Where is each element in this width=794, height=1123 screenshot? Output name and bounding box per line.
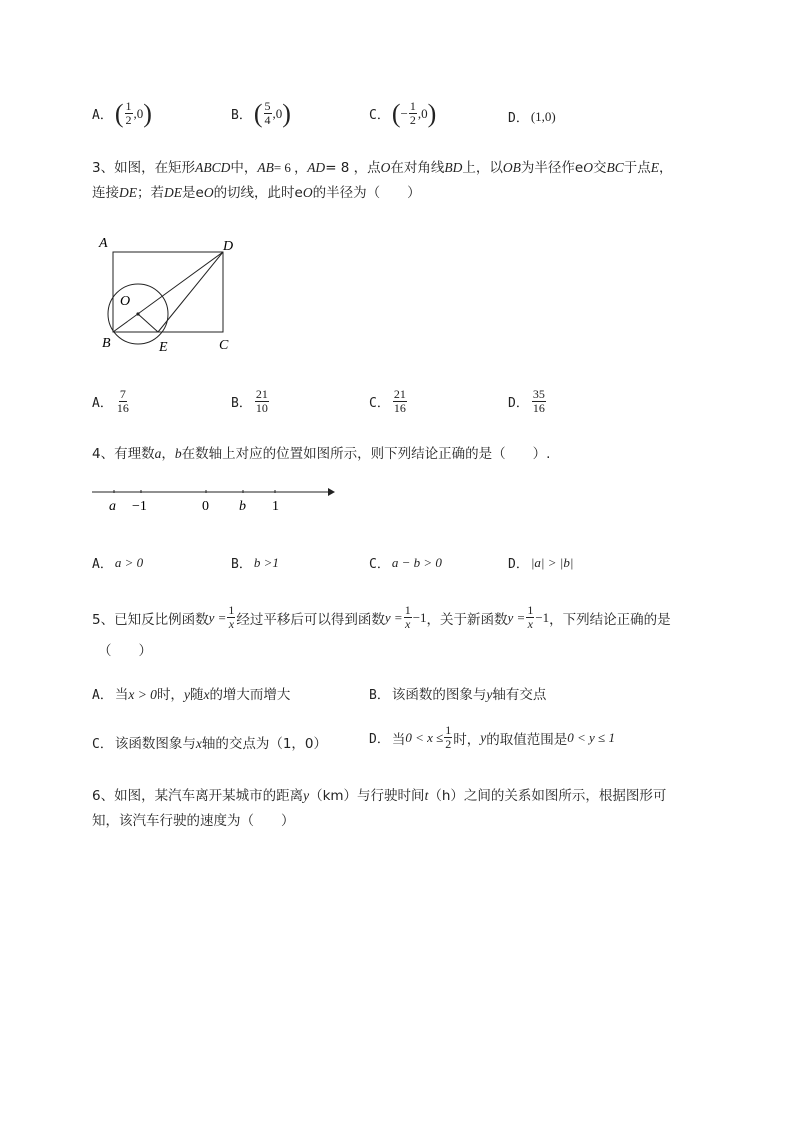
q5-option-a: A． 当x > 0时，y随x的增大而增大 [92, 687, 291, 703]
q4-option-b: B． b >1 [231, 554, 279, 572]
fraction: $\frac{35}{16}$ [532, 387, 545, 415]
q4-option-a: A． a > 0 [92, 554, 144, 572]
q5-option-d: D． 当 0 < x ≤ $\frac{1}{2}$ 时， y 的取值范围是 0 < y ≤ 1 [369, 723, 615, 751]
fraction: $\frac{7}{16}$ [116, 387, 129, 415]
q6-stem-line1: 6、如图，某汽车离开某城市的距离y（km）与行驶时间t（h）之间的关系如图所示，根据图形可 [92, 788, 667, 804]
q5-stem-line1: 5、已知反比例函数 y = $\frac{1}{x}$ 经过平移后可以得到函数 y = $\frac{1}{x}$ −1 ，关于新函数 y = $\frac{1}{x}$ −1 ，下列结论正确的是 [92, 603, 671, 631]
q5-option-c: C． 该函数图象与x轴的交点为（1，0） [92, 736, 328, 752]
fraction: $\frac{1}{x}$ [527, 603, 534, 631]
q4-stem: 4、有理数a，b在数轴上对应的位置如图所示，则下列结论正确的是（ ）. [92, 446, 551, 462]
label-o: O [120, 294, 131, 309]
label-d: D [223, 239, 234, 254]
center-point-o [136, 312, 139, 315]
label-c: C [219, 338, 229, 353]
axis-label-a: a [109, 499, 116, 514]
fraction: $\frac{21}{16}$ [393, 387, 406, 415]
q4-option-c: C． a − b > 0 [369, 554, 442, 572]
fraction: $\frac{5}{4}$ [264, 99, 271, 127]
q6-stem-line2: 知，该汽车行驶的速度为（ ） [92, 813, 295, 829]
radius-oe [138, 314, 158, 332]
fraction: $\frac{1}{x}$ [404, 603, 411, 631]
rectangle-circle-figure [92, 232, 252, 357]
number-line [92, 484, 342, 516]
fraction: $\frac{21}{10}$ [255, 387, 268, 415]
q4-option-d: D． |a| > |b| [508, 554, 574, 572]
label-b: B [102, 336, 111, 351]
axis-label-b: b [239, 499, 246, 514]
q3-option-d: D． $\frac{35}{16}$ [508, 387, 545, 415]
fraction: $\frac{1}{2}$ [409, 99, 416, 127]
label-a: A [99, 236, 108, 251]
q3-option-a: A． $\frac{7}{16}$ [92, 387, 129, 415]
q3-stem-line1: 3、如图，在矩形ABCD中，AB= 6 ，AD= 8 ，点O在对角线BD上，以OB为半径作eO交BC于点E， [92, 160, 673, 176]
fraction: $\frac{1}{2}$ [445, 723, 452, 751]
right-paren: ) [427, 98, 437, 128]
q2-option-d: D． (1,0) [508, 108, 556, 126]
q2-option-a: A． ( $\frac{1}{2}$ ,0 ) [92, 98, 152, 128]
q3-option-b: B． $\frac{21}{10}$ [231, 387, 268, 415]
arrow-icon [328, 488, 335, 496]
right-paren: ) [282, 98, 291, 128]
label-e: E [159, 340, 168, 355]
q3-option-c: C． $\frac{21}{16}$ [369, 387, 406, 415]
axis-label-neg1: −1 [132, 499, 147, 514]
q2-option-b: B． ( $\frac{5}{4}$ ,0 ) [231, 98, 291, 128]
right-paren: ) [143, 98, 152, 128]
fraction: $\frac{1}{2}$ [125, 99, 132, 127]
q5-option-b: B． 该函数的图象与y轴有交点 [369, 687, 547, 703]
left-paren: ( [114, 98, 124, 128]
fraction: $\frac{1}{x}$ [228, 603, 235, 631]
q3-stem-line2: 连接DE；若DE是eO的切线，此时eO的半径为（ ） [92, 185, 421, 201]
q5-stem-line2: （ ） [98, 643, 152, 659]
axis-label-zero: 0 [202, 499, 209, 514]
axis-label-one: 1 [272, 499, 279, 514]
left-paren: ( [391, 98, 401, 128]
left-paren: ( [253, 98, 263, 128]
q2-option-c: C． ( − $\frac{1}{2}$ ,0 ) [369, 98, 437, 128]
